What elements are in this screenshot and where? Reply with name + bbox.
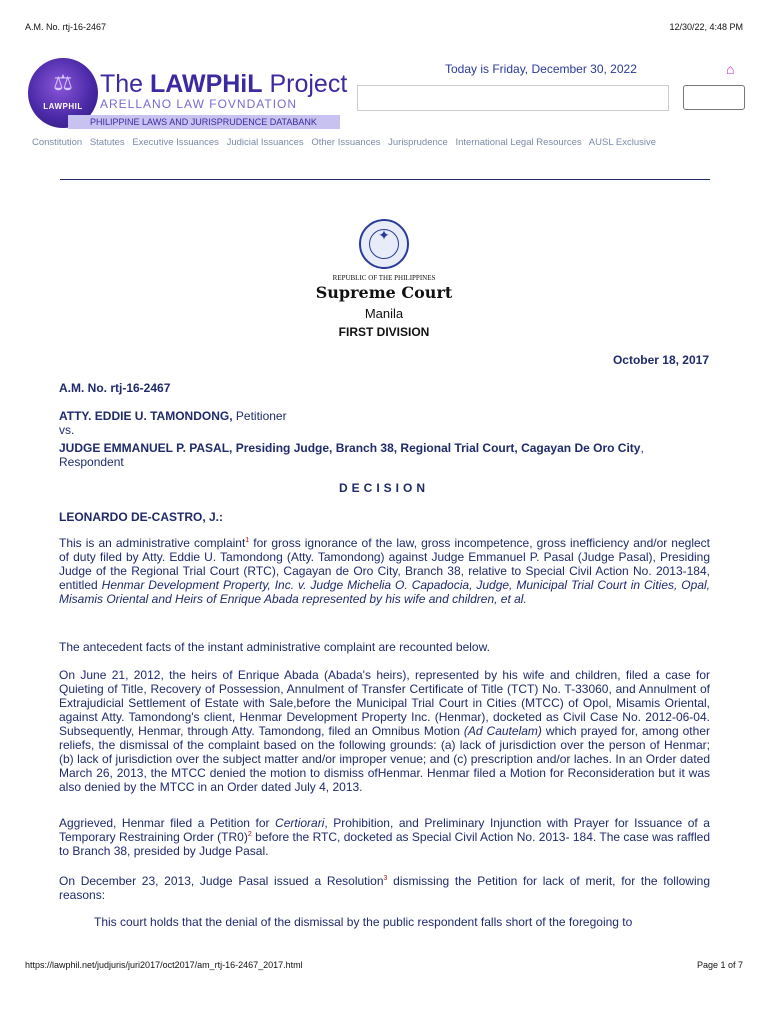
- paragraph-4: Aggrieved, Henmar filed a Petition for Certiorari, Prohibition, and Preliminary Injunction with Prayer for Issuance of a Temporary Restraining Order $(TR0)^2$ before the RTC, docketed as Special Civil Action No. 2013- 184. The case was raffled to Branch 38, presided by Judge Pasal.: [59, 816, 711, 858]
- logo-text: LAWPHIL: [43, 102, 83, 111]
- court-city: Manila: [364, 306, 404, 321]
- paragraph-2: The antecedent facts of the instant administrative complaint are recounted below.: [59, 640, 490, 654]
- decision-date: October 18, 2017: [612, 353, 709, 367]
- home-icon[interactable]: ⌂: [726, 61, 735, 77]
- respondent: JUDGE EMMANUEL P. PASAL, Presiding Judge, Branch 38, Regional Trial Court, Cagayan De Oro City, Respondent: [59, 441, 644, 469]
- decision-heading: DECISION: [338, 481, 429, 495]
- print-header: [25, 22, 743, 32]
- nav-statutes[interactable]: Statutes: [89, 137, 125, 148]
- site-banner: PHILIPPINE LAWS AND JURISPRUDENCE DATABANK: [68, 115, 340, 129]
- divider: [60, 179, 710, 180]
- print-title: A.M. No. rtj-16-2467: [25, 22, 107, 32]
- today-date: Today is Friday, December 30, 2022: [445, 62, 637, 76]
- search-button[interactable]: [683, 85, 745, 110]
- nav-jurisprudence[interactable]: Jurisprudence: [388, 137, 448, 148]
- print-datetime: 12/30/22, 4:48 PM: [669, 22, 743, 32]
- case-number: A.M. No. rtj-16-2467: [59, 381, 171, 395]
- court-division: FIRST DIVISION: [338, 325, 430, 339]
- nav-other-issuances[interactable]: Other Issuances: [311, 137, 381, 148]
- paragraph-3: On June 21, 2012, the heirs of Enrique Abada (Abada's heirs), represented by his wife and children, filed a case for Quieting of Title, Recovery of Possession, Annulment of Transfer Certificate of Title (TCT) No. T-33060, and Annulment of Extrajudicial Settlement of Estate with Sale,before the Municipal Trial Court in Cities (MTCC) of Opol, Misamis Oriental, against Atty. Tamondong's client, Henmar Development Property Inc. (Henmar), docketed as Civil Case No. 2012-06-04. Subsequently, Henmar, through Atty. Tamondong, filed an Omnibus Motion (Ad Cautelam) which prayed for, among other reliefs, the dismissal of the complaint based on the following grounds: (a) lack of jurisdiction over the person of Henmar; (b) lack of jurisdiction over the subject matter and/or improper venue; and (c) prescription and/or laches. In an Order dated March 26, 2013, the MTCC denied the motion to dismiss ofHenmar. Henmar filed a Motion for Reconsideration but it was also denied by the MTCC in an Order dated July 4, 2013.: [59, 668, 710, 794]
- versus: vs.: [59, 423, 75, 437]
- paragraph-1: This is an administrative complaint$^1$ for gross ignorance of the law, gross incompetence, gross inefficiency and/or neglect of duty filed by Atty. Eddie U. Tamondong (Atty. Tamondong) against Judge Emmanuel P. Pasal (Judge Pasal), Presiding Judge of the Regional Trial Court (RTC), Cagayan de Oro City, Branch 38, relative to Special Civil Action No. 2013-184, entitled Henmar Development Property, Inc. v. Judge Michelia O. Capadocia, Judge, Municipal Trial Court in Cities, Opal, Misamis Oriental and Heirs of Enrique Abada represented by his wife and children, et al.: [59, 536, 711, 606]
- print-url: https://lawphil.net/judjuris/juri2017/oct2017/am_rtj-16-2467_2017.html: [25, 960, 303, 970]
- print-footer: [25, 960, 743, 970]
- footnote-2-link[interactable]: 2: [247, 831, 252, 838]
- nav-judicial-issuances[interactable]: Judicial Issuances: [226, 137, 304, 148]
- ponente: LEONARDO DE-CASTRO, J.:: [59, 510, 224, 524]
- print-page: Page 1 of 7: [696, 960, 743, 970]
- petitioner: ATTY. EDDIE U. TAMONDONG, Petitioner: [59, 409, 287, 423]
- seal-icon: ✦: [378, 227, 390, 243]
- block-quote: This court holds that the denial of the dismissal by the public respondent falls short of the foregoing to: [94, 915, 633, 929]
- footnote-1-link[interactable]: 1: [245, 537, 250, 544]
- nav-ausl-exclusive[interactable]: AUSL Exclusive: [588, 137, 657, 148]
- footnote-3-link[interactable]: 3: [383, 875, 388, 882]
- main-nav: [32, 137, 661, 148]
- site-subtitle: ARELLANO LAW FOVNDATION: [100, 97, 298, 111]
- republic-label: REPUBLIC OF THE PHILIPPINES: [332, 274, 436, 282]
- supreme-court-seal: [359, 219, 409, 269]
- court-name: Supreme Court: [315, 283, 453, 302]
- scales-of-justice-icon: ⚖: [53, 70, 73, 95]
- search-input[interactable]: [357, 85, 669, 111]
- nav-executive-issuances[interactable]: Executive Issuances: [132, 137, 219, 148]
- site-title[interactable]: The LAWPHiL Project: [100, 70, 348, 98]
- nav-international-legal-resources[interactable]: International Legal Resources: [455, 137, 582, 148]
- nav-constitution[interactable]: Constitution: [32, 137, 83, 148]
- paragraph-5: On December 23, 2013, Judge Pasal issued a Resolution$^3$ dismissing the Petition for lack of merit, for the following reasons:: [59, 874, 710, 902]
